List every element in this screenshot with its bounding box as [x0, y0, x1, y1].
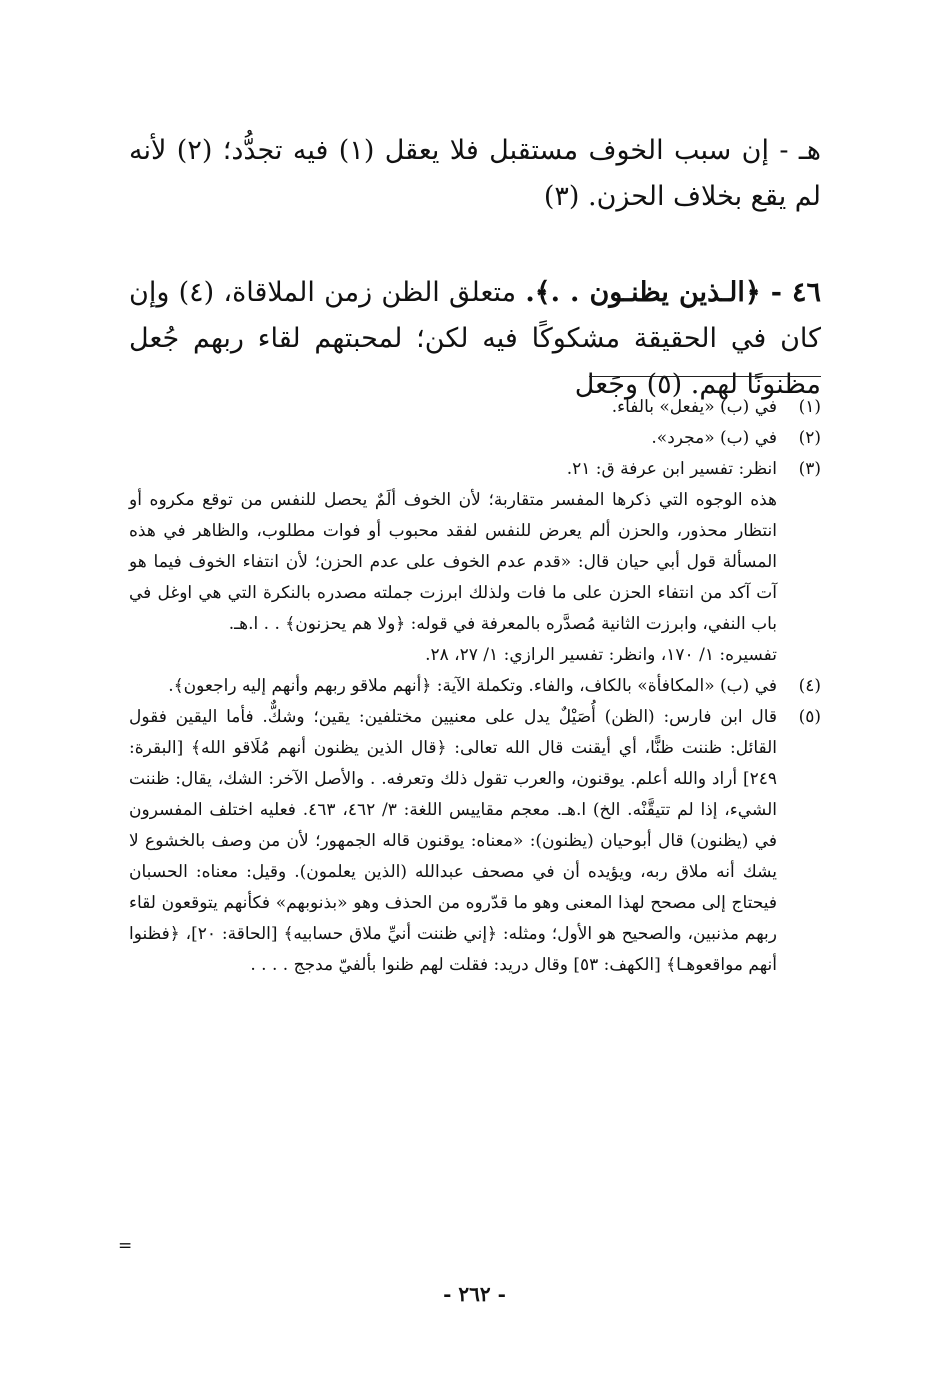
footnote-body	[129, 423, 777, 454]
footnote-text: قال ابن فارس: (الظن) أُصَيْلٌ يدل على معنيين مختلفين: يقين؛ وشكٌّ. فأما اليقين فقول القائل: ظننت ظنًّا، أي أيقنت قال الله تعالى: ﴿قال الذين يظنون أنهم مُلَاقو الله﴾ [البقرة: ٢٤٩] أراد والله أعلم. يوقنون، والعرب تقول ذلك وتعرفه. . والأصل الآخر: الشك، يقال: ظننت الشيء، إذا لم تتيقَّنْه. الخ) ا.هـ. معجم مقاييس اللغة: ٣/ ٤٦٢، ٤٦٣. فعليه اختلف المفسرون في (يظنون) قال أبوحيان (يظنون): «معناه: يوقنون قاله الجمهور؛ لأن من وصف بالخشوع لا يشك أنه ملاق ربه، ويؤيده أن في مصحف عبدالله (الذين يعلمون). وقيل: معناه: الحسبان فيحتاج إلى مصحح لهذا المعنى وهو ما قدّروه من الحذف وهو «بذنوبهم» فكأنهم يتوقعون لقاء ربهم مذنبين، والصحيح هو الأول؛ ومثله: ﴿إني ظننت أنيِّ ملاق حسابيه﴾ [الحاقة: ٢٠]، ﴿فظنوا أنهم مواقعوهـا﴾ [الكهف: ٥٣] وقال دريد: فقلت لهم ظنوا بألفيّ مدجج . . . .	[129, 707, 777, 975]
footnote-number: (٢)	[798, 428, 821, 448]
footnote-number: (٤)	[798, 676, 821, 696]
main-paragraph-2	[129, 270, 821, 408]
continuation-mark: =	[118, 1236, 133, 1256]
page-number: - ٢٦٢ -	[443, 1282, 506, 1306]
footnote-3	[129, 454, 821, 671]
footnote-text: في (ب) «المكافأة» بالكاف، والفاء. وتكملة الآية: ﴿أنهم ملاقو ربهم وأنهم إليه راجعون﴾.	[168, 676, 777, 696]
footnotes	[129, 392, 821, 981]
footnote-4	[129, 671, 821, 702]
footnote-1	[129, 392, 821, 423]
footnote-text: انظر: تفسير ابن عرفة ق: ٢١.	[566, 459, 777, 479]
footnote-number: (١)	[798, 397, 821, 417]
main-text	[129, 270, 821, 408]
footnote-text: هذه الوجوه التي ذكرها المفسر متقاربة؛ لأن الخوف ألَمٌ يحصل للنفس من توقع مكروه أو انتظار محذور، والحزن ألم يعرض للنفس لفقد محبوب أو فوات مطلوب، والظاهر في هذه المسألة قول أبي حيان قال: «قدم عدم الخوف على عدم الحزن؛ لأن انتفاء الخوف فيما هو آت آكد من انتفاء الحزن على ما فات ولذلك ابرزت جملته مصدره بالنكرة التي هي اوغل في باب النفي، وابرزت الثانية مُصدَّره بالمعرفة في قوله: ﴿ولا هم يحزنون﴾ . . ا.هـ.	[129, 490, 777, 634]
verse-heading: ٤٦ - ﴿الـذين يظنـون . .﴾.	[525, 277, 822, 308]
main-text: هـ - إن سبب الخوف مستقبل فلا يعقل (١) فيه تجدُّد؛ (٢) لأنه لم يقع بخلاف الحزن. (٣)	[129, 135, 821, 212]
footnote-body	[129, 454, 777, 671]
footnote-number: (٥)	[798, 707, 821, 727]
footnote-text: في (ب) «يفعل» بالفاء.	[611, 397, 777, 417]
footnote-text: في (ب) «مجرد».	[651, 428, 777, 448]
main-paragraph-1	[129, 128, 821, 220]
main-text-rest: متعلق الظن زمن الملاقاة، (٤) وإن كان في الحقيقة مشكوكًا فيه لكن؛ لمحبتهم لقاء ربهم جُعل مظنونًا لهم. (٥) وجَعل	[129, 277, 821, 400]
footnote-body	[129, 671, 777, 702]
footnote-2	[129, 423, 821, 454]
footnote-number: (٣)	[798, 459, 821, 479]
footnote-separator	[589, 376, 821, 377]
footnote-text: تفسيره: ١/ ١٧٠، وانظر: تفسير الرازي: ١/ ٢٧، ٢٨.	[425, 645, 777, 665]
footnote-body	[129, 392, 777, 423]
footnote-body	[129, 702, 777, 981]
footnote-5	[129, 702, 821, 981]
